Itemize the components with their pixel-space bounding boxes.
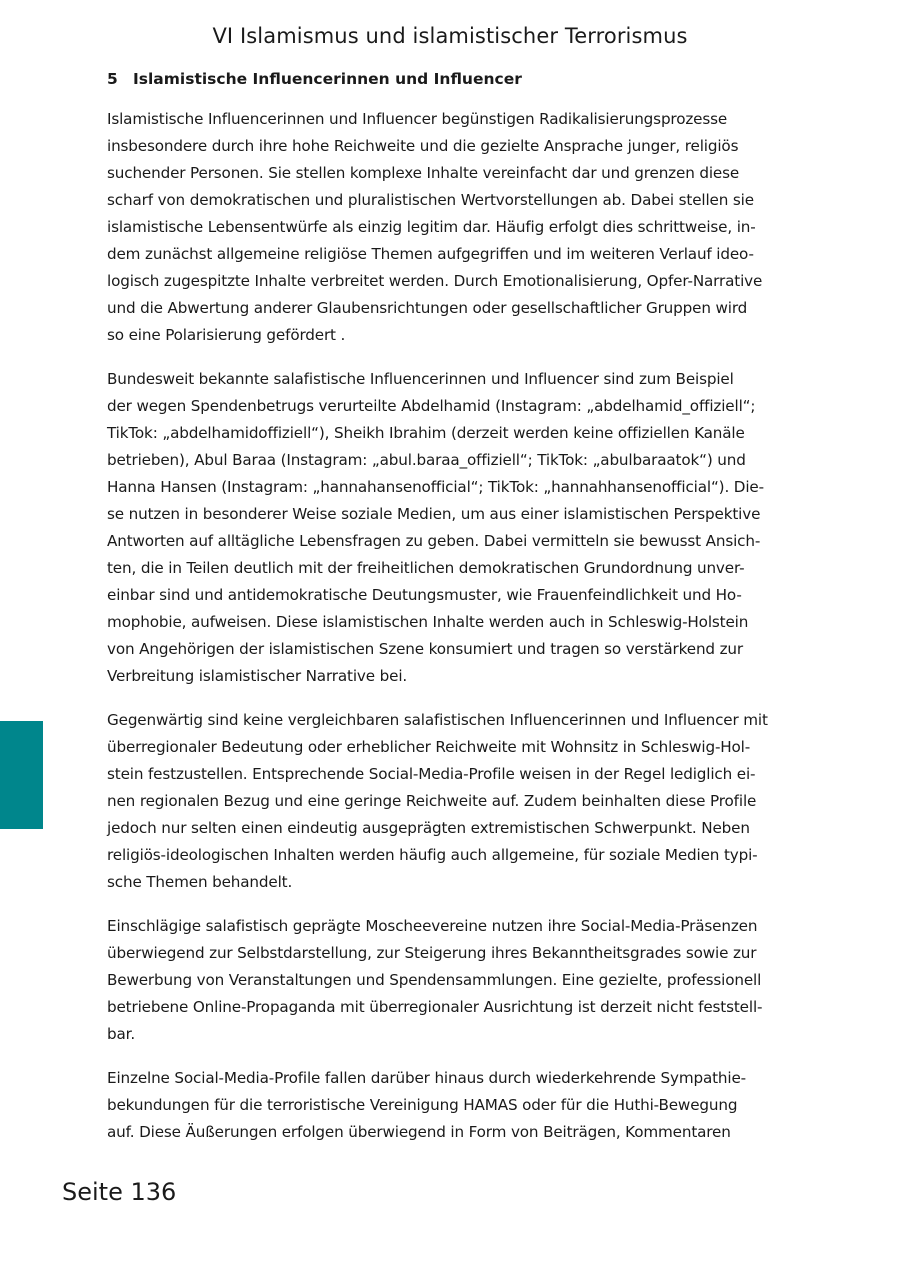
text-line: betrieben), Abul Baraa (Instagram: „abul.baraa_offiziell“; TikTok: „abulbaraatok“) und — [107, 451, 746, 469]
text-line: Verbreitung islamistischer Narrative bei. — [107, 667, 408, 685]
text-line: einbar sind und antidemokratische Deutungsmuster, wie Frauenfeindlichkeit und Ho- — [107, 586, 742, 604]
text-line: ten, die in Teilen deutlich mit der freiheitlichen demokratischen Grundordnung unver- — [107, 559, 745, 577]
text-line: sche Themen behandelt. — [107, 873, 293, 891]
text-line: TikTok: „abdelhamidoffiziell“), Sheikh Ibrahim (derzeit werden keine offiziellen Kanäle — [107, 424, 745, 442]
text-line: nen regionalen Bezug und eine geringe Reichweite auf. Zudem beinhalten diese Profile — [107, 792, 757, 810]
text-line: suchender Personen. Sie stellen komplexe Inhalte vereinfacht dar und grenzen diese — [107, 164, 740, 182]
text-line: Einzelne Social-Media-Profile fallen darüber hinaus durch wiederkehrende Sympathie- — [107, 1069, 746, 1087]
text-line: Gegenwärtig sind keine vergleichbaren salafistischen Influencerinnen und Influencer mit — [107, 711, 768, 729]
text-line: bekundungen für die terroristische Vereinigung HAMAS oder für die Huthi-Bewegung — [107, 1096, 738, 1114]
text-line: Islamistische Influencerinnen und Influencer begünstigen Radikalisierungsprozesse — [107, 110, 728, 128]
text-line: religiös-ideologischen Inhalten werden häufig auch allgemeine, für soziale Medien typi- — [107, 846, 758, 864]
section-number: 5 — [107, 70, 118, 88]
paragraph — [107, 1065, 839, 1146]
section-heading — [107, 70, 522, 88]
text-line: jedoch nur selten einen eindeutig ausgeprägten extremistischen Schwerpunkt. Neben — [107, 819, 750, 837]
chapter-side-tab — [0, 721, 43, 829]
text-line: stein festzustellen. Entsprechende Social-Media-Profile weisen in der Regel lediglich ei- — [107, 765, 756, 783]
text-line: dem zunächst allgemeine religiöse Themen aufgegriffen und im weiteren Verlauf ideo- — [107, 245, 754, 263]
paragraph — [107, 106, 839, 349]
text-line: betriebene Online-Propaganda mit überregionaler Ausrichtung ist derzeit nicht feststell- — [107, 998, 763, 1016]
section-title: Islamistische Influencerinnen und Influencer — [133, 70, 522, 88]
text-line: scharf von demokratischen und pluralistischen Wertvorstellungen ab. Dabei stellen sie — [107, 191, 754, 209]
text-line: auf. Diese Äußerungen erfolgen überwiegend in Form von Beiträgen, Kommentaren — [107, 1123, 731, 1141]
text-line: logisch zugespitzte Inhalte verbreitet werden. Durch Emotionalisierung, Opfer-Narrative — [107, 272, 763, 290]
text-line: Bundesweit bekannte salafistische Influencerinnen und Influencer sind zum Beispiel — [107, 370, 734, 388]
text-line: Bewerbung von Veranstaltungen und Spendensammlungen. Eine gezielte, professionell — [107, 971, 762, 989]
text-line: überwiegend zur Selbstdarstellung, zur Steigerung ihres Bekanntheitsgrades sowie zur — [107, 944, 757, 962]
paragraph — [107, 913, 839, 1048]
paragraph — [107, 366, 839, 690]
text-line: von Angehörigen der islamistischen Szene konsumiert und tragen so verstärkend zur — [107, 640, 743, 658]
text-line: überregionaler Bedeutung oder erheblicher Reichweite mit Wohnsitz in Schleswig-Hol- — [107, 738, 751, 756]
text-line: Antworten auf alltägliche Lebensfragen zu geben. Dabei vermitteln sie bewusst Ansich- — [107, 532, 761, 550]
text-line: insbesondere durch ihre hohe Reichweite und die gezielte Ansprache junger, religiös — [107, 137, 739, 155]
body-text — [107, 106, 839, 1163]
paragraph — [107, 707, 839, 896]
text-line: so eine Polarisierung gefördert . — [107, 326, 346, 344]
running-header: VI Islamismus und islamistischer Terrorismus — [212, 24, 688, 48]
text-line: der wegen Spendenbetrugs verurteilte Abdelhamid (Instagram: „abdelhamid_offiziell“; — [107, 397, 756, 415]
text-line: Hanna Hansen (Instagram: „hannahansenofficial“; TikTok: „hannahhansenofficial“). Die- — [107, 478, 764, 496]
text-line: Einschlägige salafistisch geprägte Moscheevereine nutzen ihre Social-Media-Präsenzen — [107, 917, 758, 935]
page-number: Seite 136 — [62, 1178, 177, 1206]
text-line: mophobie, aufweisen. Diese islamistischen Inhalte werden auch in Schleswig-Holstein — [107, 613, 749, 631]
text-line: bar. — [107, 1025, 136, 1043]
text-line: und die Abwertung anderer Glaubensrichtungen oder gesellschaftlicher Gruppen wird — [107, 299, 748, 317]
text-line: islamistische Lebensentwürfe als einzig legitim dar. Häufig erfolgt dies schrittweise, in- — [107, 218, 756, 236]
text-line: se nutzen in besonderer Weise soziale Medien, um aus einer islamistischen Perspektive — [107, 505, 761, 523]
